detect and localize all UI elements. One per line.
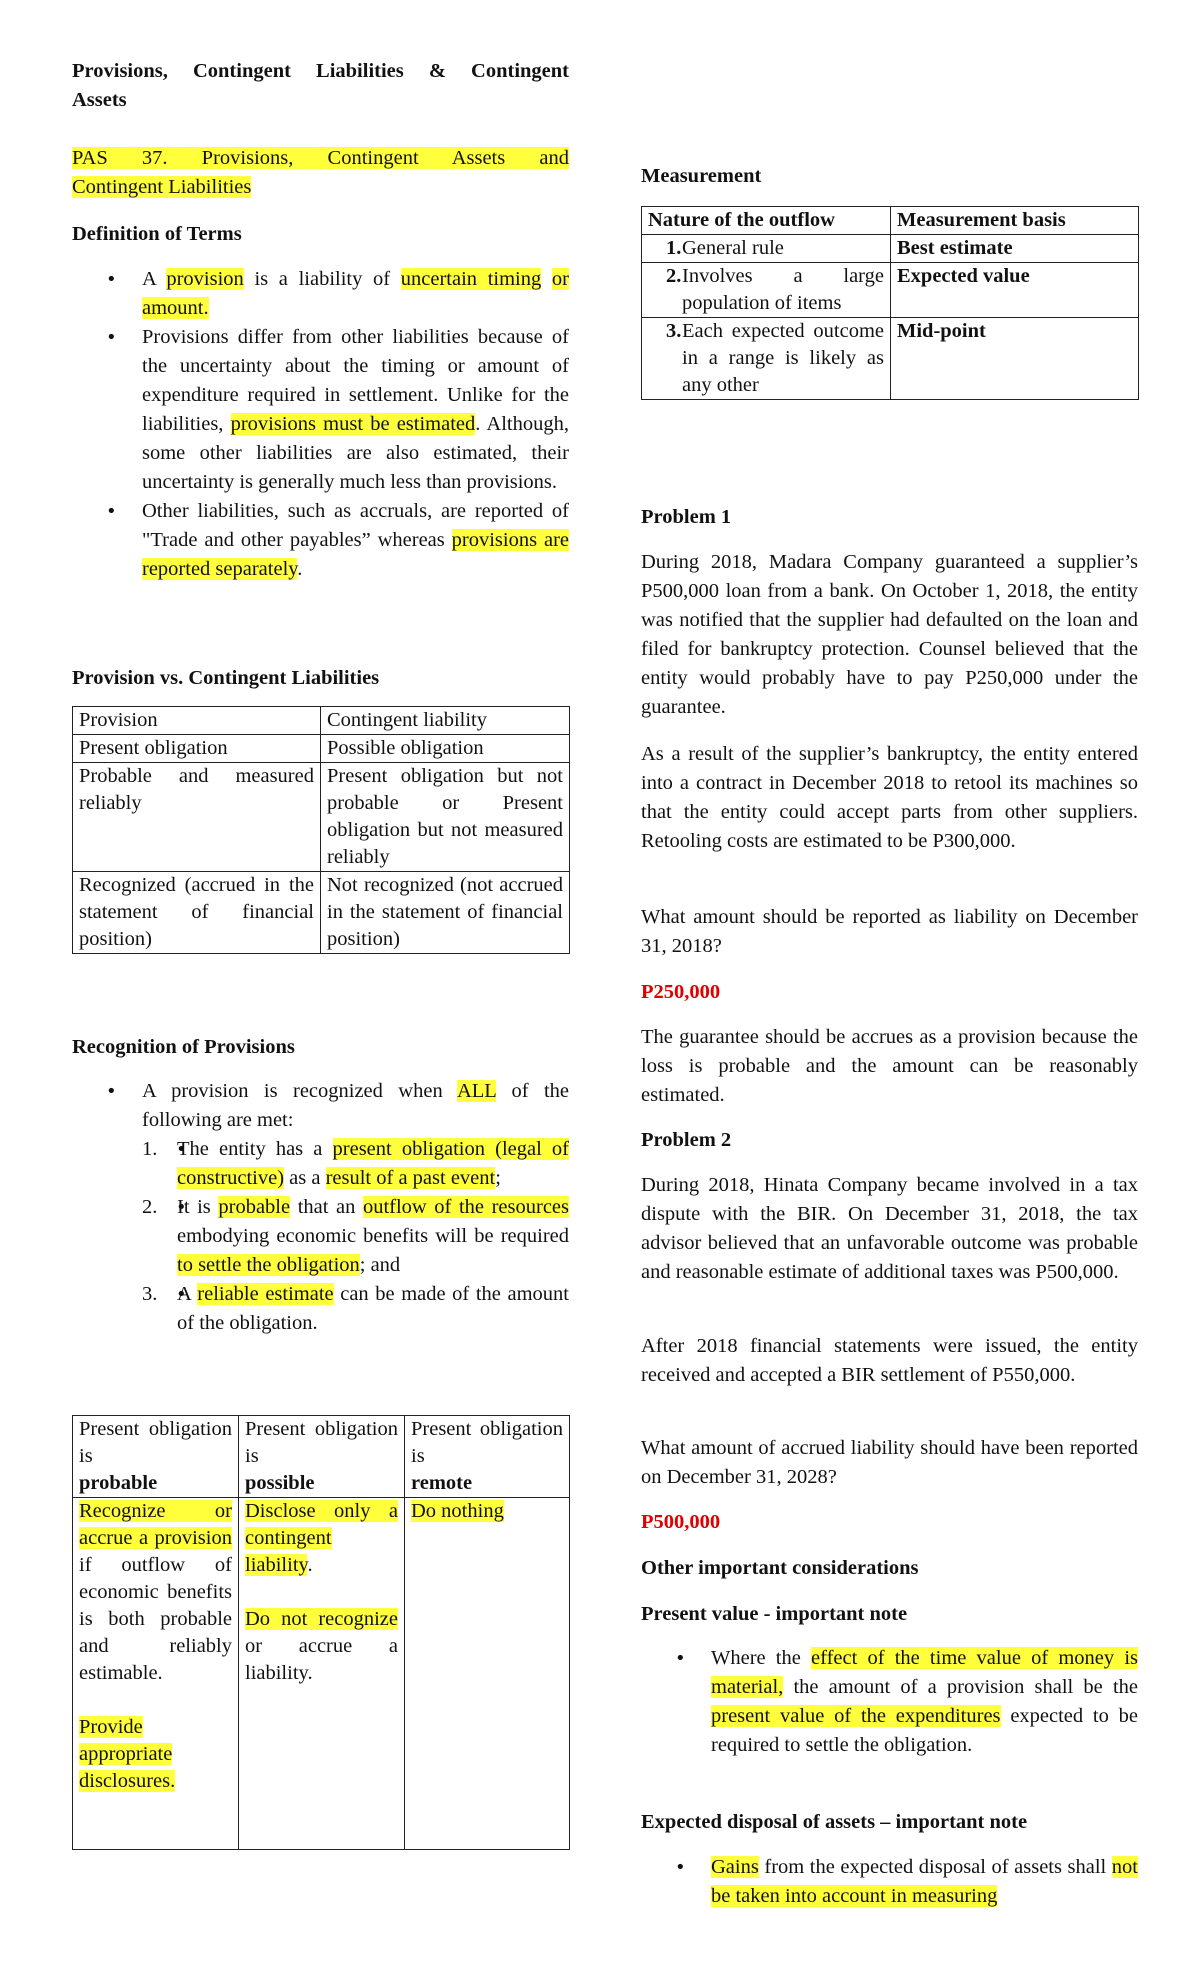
disposal-heading: Expected disposal of assets – important note (641, 1811, 1028, 1833)
problem-1-explanation: The guarantee should be accrues as a provision because the loss is probable and the amount can be reasonably estimated. (641, 1026, 1138, 1106)
other-considerations-heading: Other important considerations (641, 1557, 919, 1579)
recognition-heading: Recognition of Provisions (72, 1036, 295, 1058)
list-item: • 3. A reliable estimate can be made of the amount of the obligation. (142, 1280, 569, 1338)
table-row: 3. Each expected outcome in a range is likely as any other Mid-point (642, 318, 1139, 400)
list-item: • Gains from the expected disposal of assets shall not be taken into account in measuring (641, 1853, 1138, 1911)
measurement-table (641, 206, 1139, 400)
problem-1-paragraph: During 2018, Madara Company guaranteed a supplier’s P500,000 loan from a bank. On October 1, 2018, the entity was notified that the supplier had defaulted on the loan and filed for bankruptcy protection. Counsel believed that the entity would probably have to pay P250,000 under the guarantee. (641, 551, 1138, 718)
table-row: Probable and measured reliably Present obligation but not probable or Present obligation but not measured reliably (73, 763, 570, 872)
provision-vs-heading: Provision vs. Contingent Liabilities (72, 667, 380, 689)
table-row: Recognized (accrued in the statement of financial position) Not recognized (not accrued in the statement of financial position) (73, 872, 570, 954)
problem-1-paragraph: As a result of the supplier’s bankruptcy, the entity entered into a contract in December 2018 to retool its machines so that the entity could accept parts from other suppliers. Retooling costs are estimated to be P300,000. (641, 743, 1138, 852)
problem-1-answer: P250,000 (641, 981, 721, 1003)
document-title: Provisions, Contingent Liabilities & Contingent Assets (72, 60, 569, 111)
list-item: • A provision is recognized when ALL of the following are met: • 1. The entity has a present obligation (legal of constructive) as a result of a past event; • 2. It is probable that an outflow of the resources embodying economic benefits will be required to settle the obligation; and • 3. A reliable estimate can be made of the amount of the obligation. (72, 1077, 569, 1338)
table-row: Provision Contingent liability (73, 707, 570, 735)
present-value-heading: Present value - important note (641, 1603, 908, 1625)
table-row: Present obligation is probable Present obligation is possible Present obligation is remote (73, 1416, 570, 1498)
problem-1-heading: Problem 1 (641, 506, 732, 528)
list-item: • A provision is a liability of uncertain timing or amount. (72, 265, 569, 323)
problem-2-question: What amount of accrued liability should have been reported on December 31, 2028? (641, 1437, 1138, 1488)
disposal-list (641, 1853, 1138, 1911)
present-value-list (641, 1644, 1138, 1760)
problem-2-answer: P500,000 (641, 1511, 721, 1533)
table-row: 2. Involves a large population of items Expected value (642, 263, 1139, 318)
pas-reference: PAS 37. Provisions, Contingent Assets and Contingent Liabilities (72, 147, 569, 198)
measurement-heading: Measurement (641, 165, 762, 187)
problem-2-paragraph: After 2018 financial statements were issued, the entity received and accepted a BIR settlement of P550,000. (641, 1335, 1138, 1386)
table-row: 1. General rule Best estimate (642, 235, 1139, 263)
list-item: • Other liabilities, such as accruals, are reported of "Trade and other payables” whereas provisions are reported separately. (72, 497, 569, 584)
list-item: • 2. It is probable that an outflow of the resources embodying economic benefits will be required to settle the obligation; and (142, 1193, 569, 1280)
problem-2-paragraph: During 2018, Hinata Company became involved in a tax dispute with the BIR. On December 31, 2018, the tax advisor believed that an unfavorable outcome was probable and reasonable estimate of additional taxes was P500,000. (641, 1174, 1138, 1283)
list-item: • Where the effect of the time value of money is material, the amount of a provision shall be the present value of the expenditures expected to be required to settle the obligation. (641, 1644, 1138, 1760)
recognition-list (72, 1077, 569, 1338)
list-item: • Provisions differ from other liabilities because of the uncertainty about the timing or amount of expenditure required in settlement. Unlike for the liabilities, provisions must be estimated. Although, some other liabilities are also estimated, their uncertainty is generally much less than provisions. (72, 323, 569, 497)
obligation-table (72, 1415, 570, 1850)
recognition-criteria (142, 1135, 569, 1338)
table-row: Recognize or accrue a provision if outflow of economic benefits is both probable and reliably estimable. Provide appropriate disclosures. Disclose only a contingent liability. Do not recognize or accrue a liability. Do nothing (73, 1498, 570, 1850)
definition-list (72, 265, 569, 584)
problem-1-question: What amount should be reported as liability on December 31, 2018? (641, 906, 1138, 957)
table-row: Nature of the outflow Measurement basis (642, 207, 1139, 235)
provision-vs-table (72, 706, 570, 954)
table-row: Present obligation Possible obligation (73, 735, 570, 763)
list-item: • 1. The entity has a present obligation (legal of constructive) as a result of a past event; (142, 1135, 569, 1193)
problem-2-heading: Problem 2 (641, 1129, 732, 1151)
definition-heading: Definition of Terms (72, 223, 242, 245)
